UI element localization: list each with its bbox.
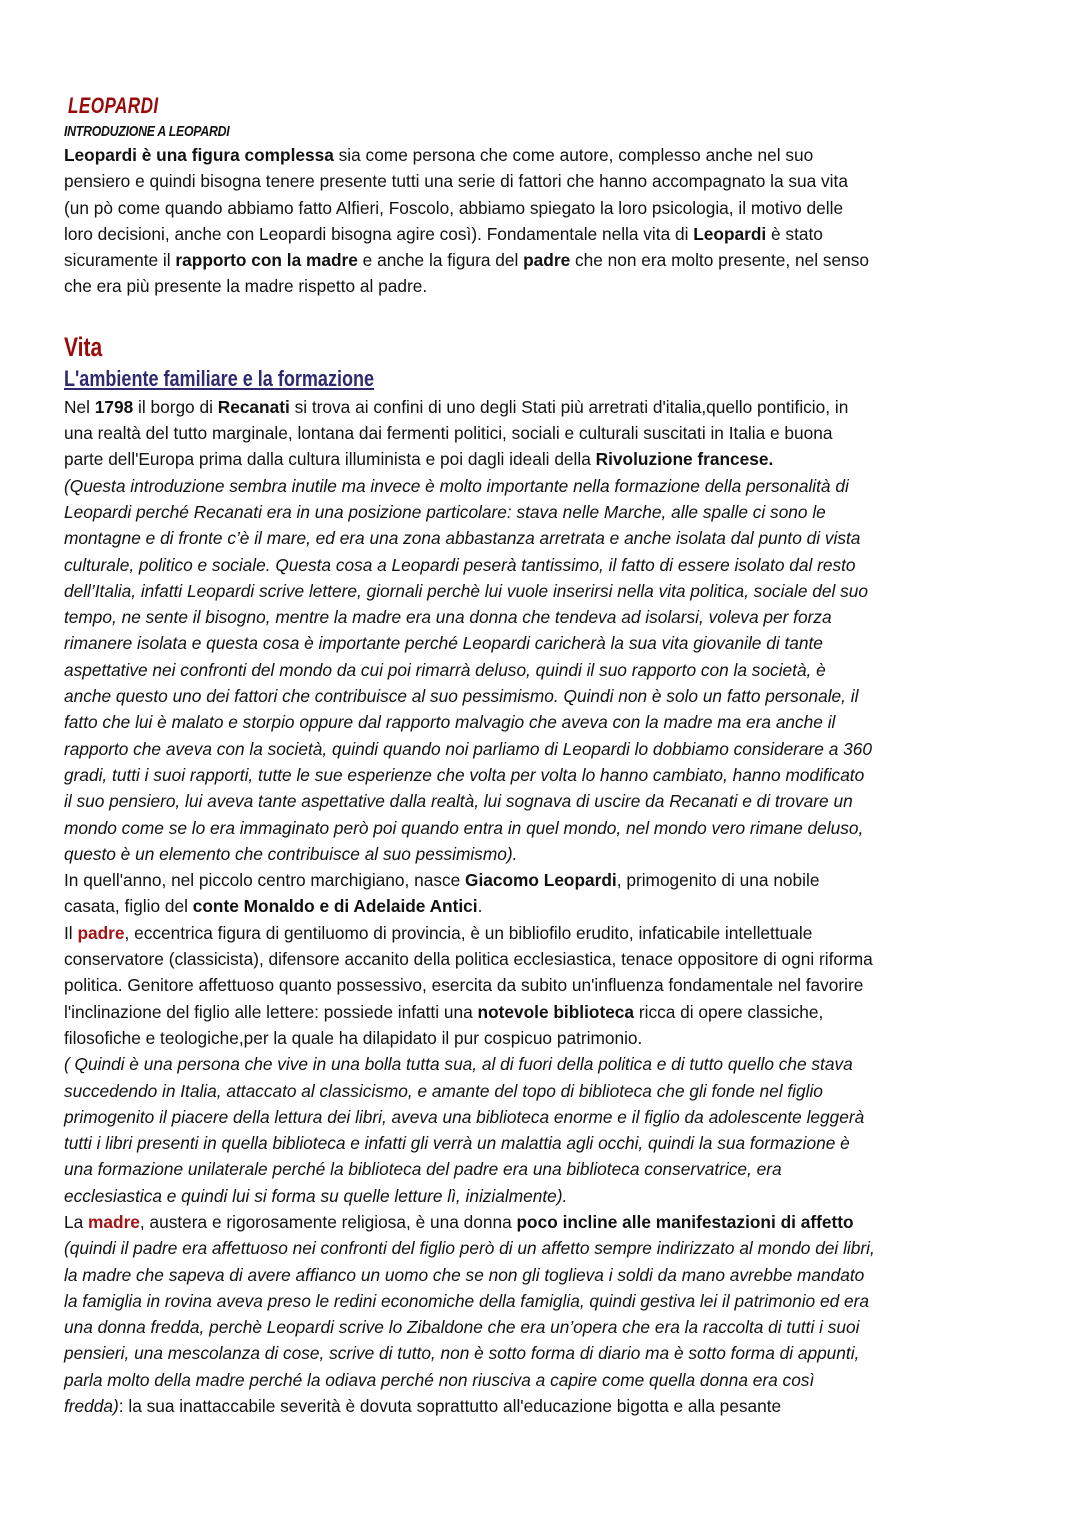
text-line [64,247,1024,273]
text-run: sicuramente il [64,250,176,271]
italic-text: anche questo uno dei fattori che contribuisce al suo pessimismo. Quindi non è solo un fatto personale, il [64,686,859,707]
text-line [64,525,1024,551]
text-run: (un pò come quando abbiamo fatto Alfieri, Foscolo, abbiamo spiegato la loro psicologia, il motivo delle [64,197,844,218]
italic-text: rimanere isolata e questa cosa è importante perché Leopardi caricherà la sua vita giovanile di tante [64,633,823,654]
text-line [64,1393,1024,1419]
text-run: il borgo di [133,396,218,417]
italic-text: il suo pensiero, lui aveva tante aspettative dalla realtà, lui sognava di uscire da Recanati e di trovare un [64,791,853,812]
text-line [64,473,1024,499]
text-line [64,1078,1024,1104]
italic-text: rapporto che aveva con la società, quindi quando noi parliamo di Leopardi lo dobbiamo considerare a 360 [64,738,872,759]
italic-text: aspettative nei confronti del mondo da cui poi rimarrà deluso, quindi il suo rapporto con la società, è [64,659,826,680]
text-line [64,1130,1024,1156]
text-run: politica. Genitore affettuoso quanto possessivo, esercita da subito un'influenza fondamentale nel favorire [64,975,864,996]
text-line [64,867,1024,893]
bold-text: Giacomo Leopardi [465,870,617,891]
italic-text: fredda) [64,1396,119,1417]
italic-text: una donna fredda, perchè Leopardi scrive lo Zibaldone che era un’opera che era la raccolta di tutti i suoi [64,1317,860,1338]
italic-text: dell’Italia, infatti Leopardi scrive lettere, giornali perchè lui vuole inserirsi nella vita politica, sociale del suo [64,580,868,601]
italic-text: montagne e di fronte c’è il mare, ed era una zona abbastanza arretrata e anche isolata dal punto di vista [64,528,861,549]
section-title: Vita [64,331,103,362]
italic-text: mondo come se lo era immaginato però poi quando entra in quel mondo, nel mondo vero rimane deluso, [64,817,864,838]
text-line [64,1156,1024,1182]
text-line [64,142,1024,168]
text-line [64,1314,1024,1340]
text-line [64,273,1024,299]
text-line [64,1288,1024,1314]
italic-text: questo è un elemento che contribuisce al suo pessimismo). [64,843,518,864]
text-line [64,221,1024,247]
text-line [64,604,1024,630]
text-run: ricca di opere classiche, [634,1001,824,1022]
italic-text: pensieri, una mescolanza di cose, scrive di tutto, non è sotto forma di diario ma è sotto forma di appunti, [64,1343,860,1364]
bold-text: Leopardi [693,223,767,244]
bold-text: padre [523,250,571,271]
text-line [64,657,1024,683]
italic-text: gradi, tutti i suoi rapporti, tutte le sue esperienze che volta per volta lo hanno cambiato, hanno modificato [64,764,865,785]
text-line [64,1104,1024,1130]
text-line [64,1051,1024,1077]
italic-text: fatto che lui è malato e storpio oppure dal rapporto malvagio che aveva con la madre ma era anche il [64,712,836,733]
text-run: Nel [64,396,95,417]
text-line [64,1262,1024,1288]
highlighted-text: madre [88,1211,140,1232]
text-run: parte dell'Europa prima dalla cultura illuminista e poi dagli ideali della [64,449,596,470]
text-line [64,946,1024,972]
italic-text: tempo, ne sente il bisogno, mentre la madre era una donna che tendeva ad isolarsi, voleva per forza [64,607,832,628]
text-line [64,893,1024,919]
text-line [64,1183,1024,1209]
text-line [64,1367,1024,1393]
text-line [64,552,1024,578]
text-line [64,1025,1024,1051]
document-page [64,92,1024,1419]
text-line [64,683,1024,709]
text-run: che era più presente la madre rispetto al padre. [64,276,428,297]
text-run: , eccentrica figura di gentiluomo di provincia, è un bibliofilo erudito, infaticabile intellettuale [124,922,813,943]
text-run: che non era molto presente, nel senso [570,250,869,271]
bold-text: conte Monaldo e di Adelaide Antici [192,896,478,917]
text-line [64,762,1024,788]
text-line [64,841,1024,867]
text-run: è stato [766,223,823,244]
italic-text: tutti i libri presenti in quella biblioteca e infatti gli verrà un malattia agli occhi, quindi la sua formazione è [64,1133,850,1154]
text-line [64,578,1024,604]
intro-heading: INTRODUZIONE A LEOPARDI [64,123,230,140]
italic-text: (quindi il padre era affettuoso nei confronti del figlio però di un affetto sempre indirizzato al mondo dei libri, [64,1238,875,1259]
italic-text: culturale, politico e sociale. Questa cosa a Leopardi peserà tantissimo, il fatto di essere isolato dal resto [64,554,856,575]
text-line [64,709,1024,735]
text-run: : la sua inattaccabile severità è dovuta soprattutto all'educazione bigotta e alla pesante [118,1396,782,1417]
italic-text: la madre che sapeva di avere affianco un uomo che se non gli toglieva i soldi da mano avrebbe mandato [64,1264,865,1285]
text-line [64,420,1024,446]
text-line [64,1340,1024,1366]
text-line [64,630,1024,656]
text-run: e anche la figura del [357,250,524,271]
bold-text: Recanati [217,396,290,417]
text-line [64,168,1024,194]
text-line [64,394,1024,420]
text-run: La [64,1211,89,1232]
text-run: una realtà del tutto marginale, lontana dai fermenti politici, sociali e culturali suscitati in Italia e buona [64,423,833,444]
bold-text: rapporto con la madre [175,250,358,271]
text-run: si trova ai confini di uno degli Stati più arretrati d'italia,quello pontificio, in [289,396,849,417]
document-title: LEOPARDI [68,93,159,118]
italic-text: Leopardi perché Recanati era in una posizione particolare: stava nelle Marche, alle spalle ci sono le [64,501,826,522]
italic-text: primogenito il piacere della lettura dei libri, aveva una biblioteca enorme e il figlio da adolescente leggerà [64,1106,865,1127]
text-line [64,1209,1024,1235]
text-run: conservatore (classicista), difensore accanito della politica ecclesiastica, tenace oppositore di ogni riforma [64,949,873,970]
text-line [64,920,1024,946]
text-run: , austera e rigorosamente religiosa, è una donna [139,1211,517,1232]
bold-text: Leopardi è una figura complessa [64,145,334,165]
text-run: , primogenito di una nobile [616,870,820,891]
body-text [64,394,1024,1420]
intro-paragraph [64,142,1024,300]
italic-text: ( Quindi è una persona che vive in una bolla tutta sua, al di fuori della politica e di tutto quello che stava [64,1054,853,1075]
text-run: casata, figlio del [64,896,193,917]
text-run: In quell'anno, nel piccolo centro marchigiano, nasce [64,870,466,891]
bold-text: notevole biblioteca [477,1001,635,1022]
text-line [64,999,1024,1025]
text-line [64,815,1024,841]
text-run: . [477,896,483,917]
italic-text: la famiglia in rovina aveva preso le redini economiche della famiglia, quindi gestiva lei il patrimonio ed era [64,1290,869,1311]
text-line [64,788,1024,814]
bold-text: 1798 [94,396,134,417]
text-line [64,446,1024,472]
italic-text: parla molto della madre perché la odiava perché non riusciva a capire come quella donna era così [64,1369,815,1390]
text-line [64,499,1024,525]
text-run: sia come persona che come autore, complesso anche nel suo [333,145,814,165]
text-run: pensiero e quindi bisogna tenere presente tutti una serie di fattori che hanno accompagnato la sua vita [64,171,848,192]
italic-text: ecclesiastica e quindi lui si forma su quelle letture lì, inizialmente). [64,1185,568,1206]
text-run: Il [64,922,78,943]
bold-text: poco incline alle manifestazioni di affetto [516,1211,854,1232]
text-line [64,736,1024,762]
highlighted-text: padre [77,922,125,943]
text-line [64,972,1024,998]
text-line [64,1235,1024,1261]
text-run: l'inclinazione del figlio alle lettere: possiede infatti una [64,1001,478,1022]
italic-text: succedendo in Italia, attaccato al classicismo, e amante del topo di biblioteca che gli fonde nel figlio [64,1080,823,1101]
text-run: loro decisioni, anche con Leopardi bisogna agire così). Fondamentale nella vita di [64,223,694,244]
bold-text: Rivoluzione francese. [595,449,774,470]
text-line [64,195,1024,221]
italic-text: (Questa introduzione sembra inutile ma invece è molto importante nella formazione della personalità di [64,475,849,496]
subsection-title: L'ambiente familiare e la formazione [64,365,375,391]
italic-text: una formazione unilaterale perché la biblioteca del padre era una biblioteca conservatrice, era [64,1159,782,1180]
text-run: filosofiche e teologiche,per la quale ha dilapidato il pur cospicuo patrimonio. [64,1027,643,1048]
